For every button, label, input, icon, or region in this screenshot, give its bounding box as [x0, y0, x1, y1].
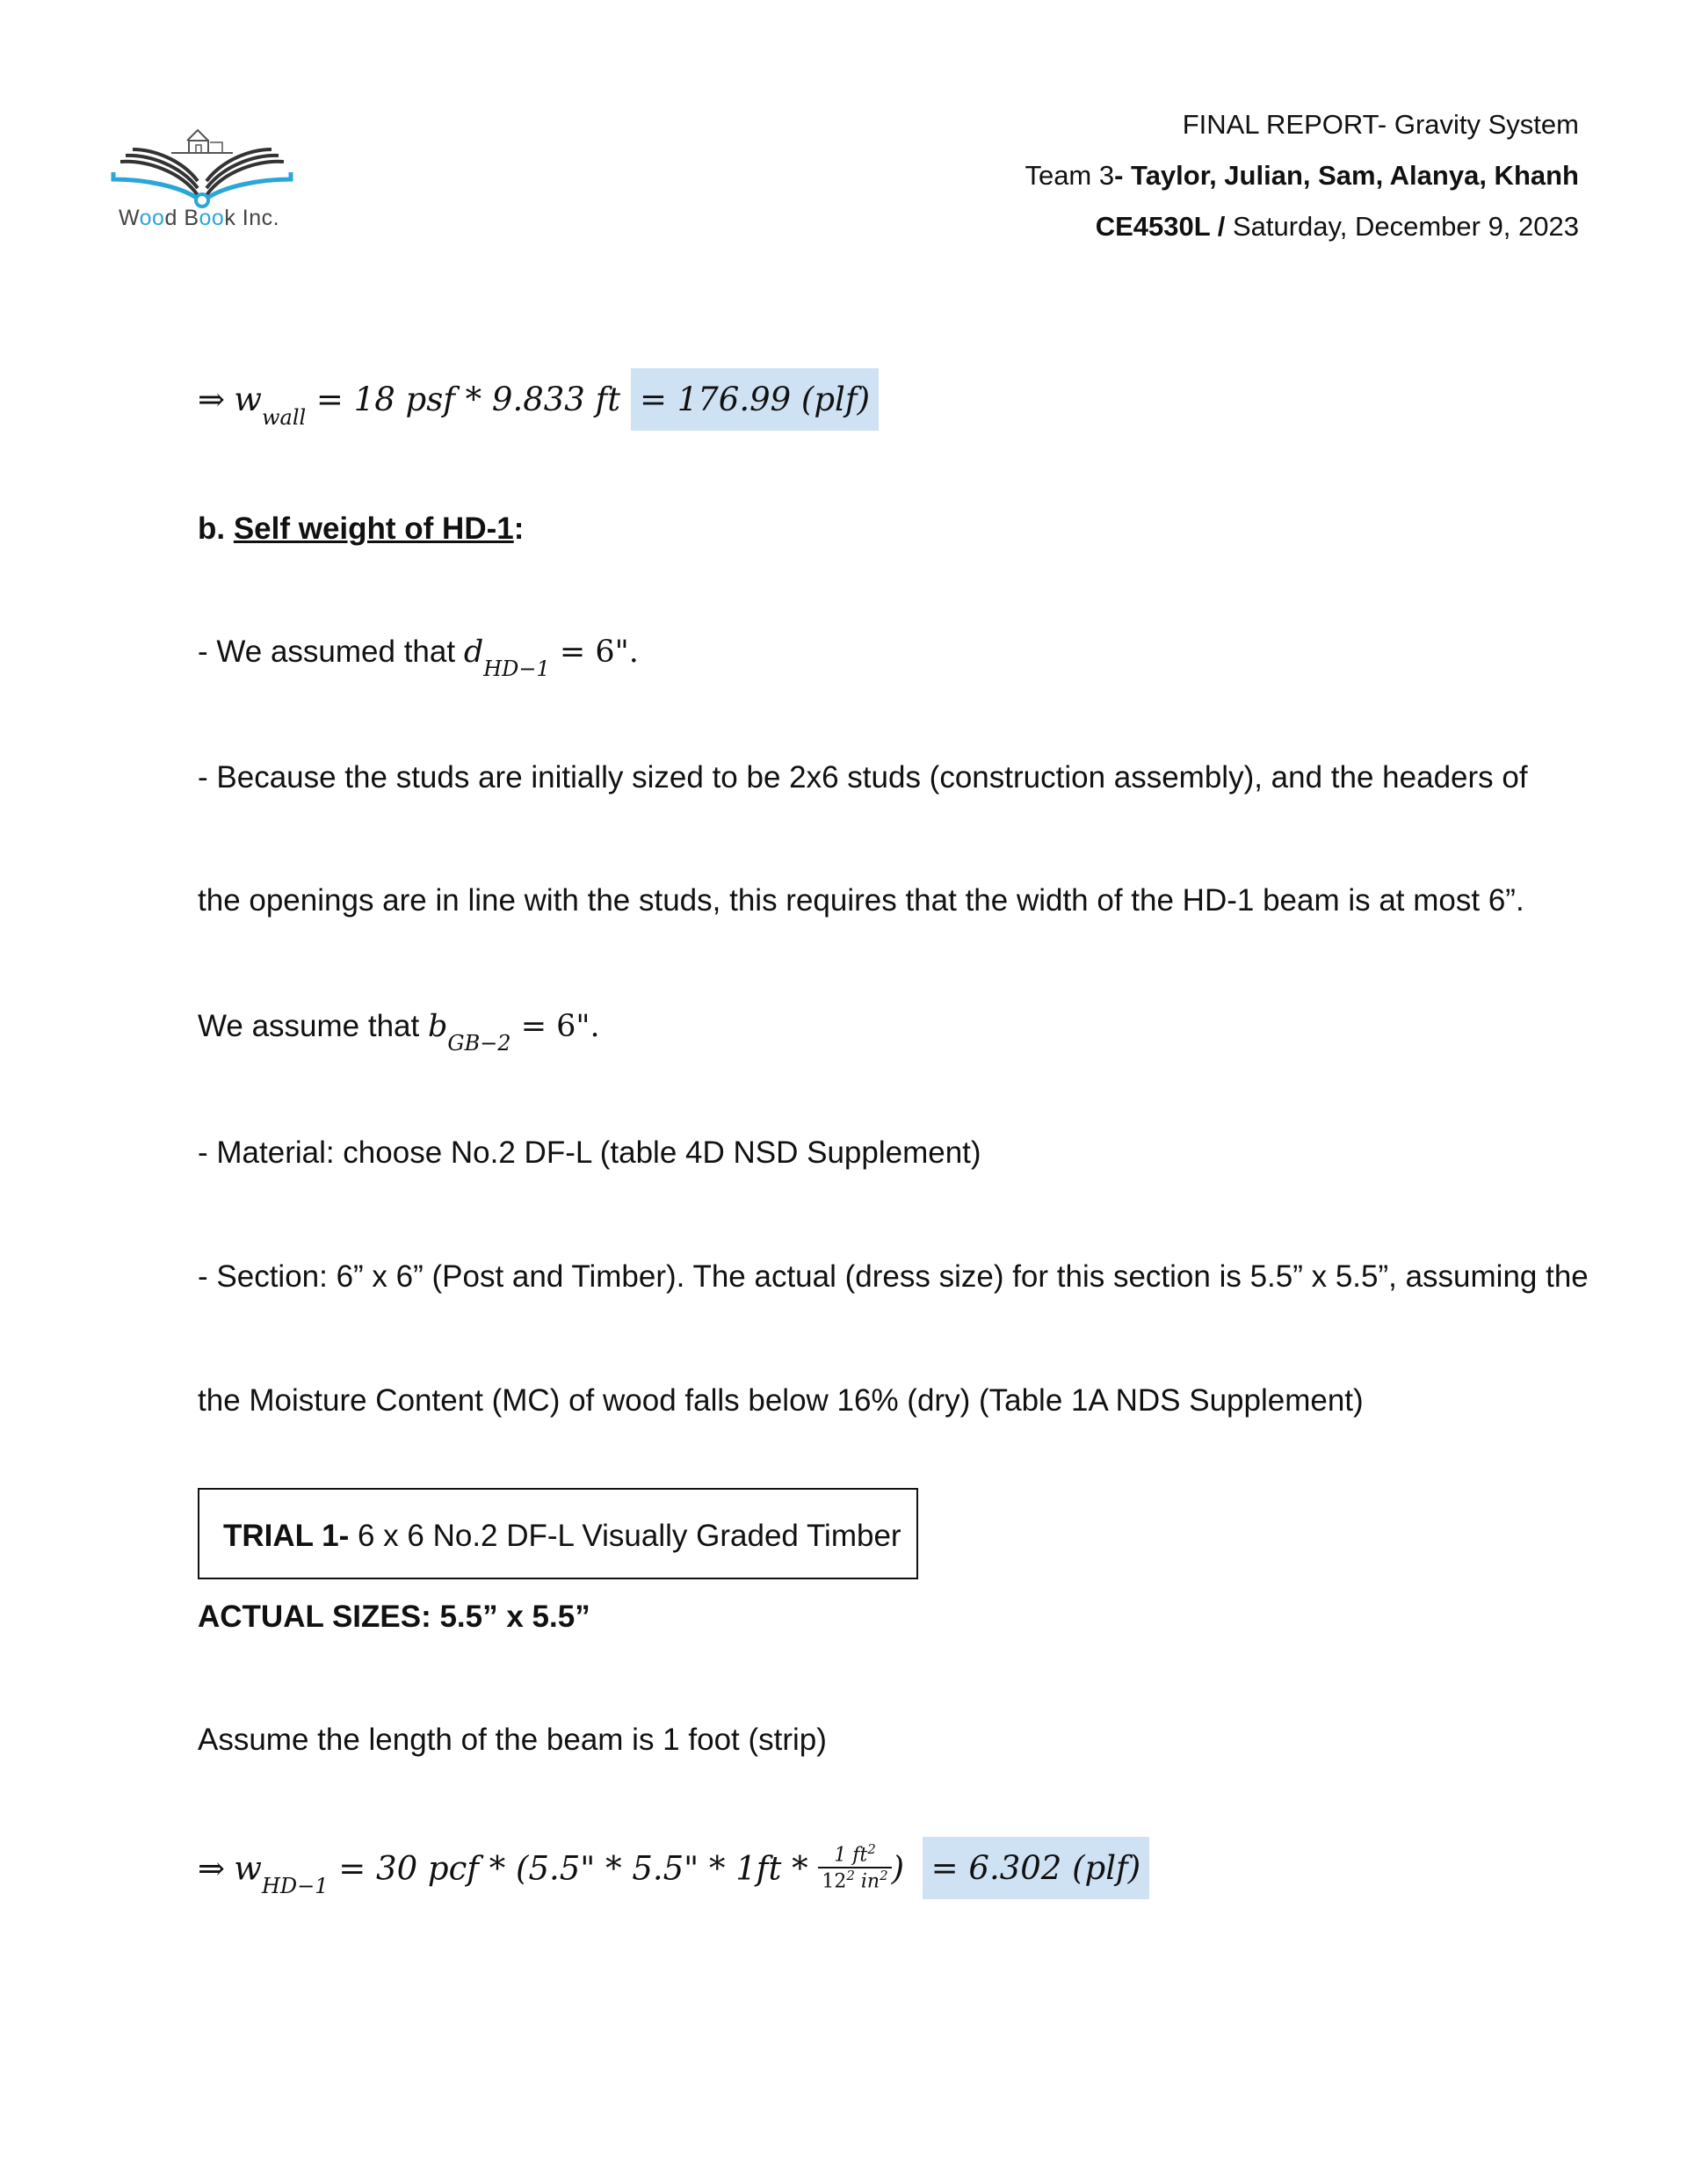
- material-line: - Material: choose No.2 DF-L (table 4D NSD Supplement): [198, 1136, 981, 1170]
- depth-assumption: - We assumed that $d_{HD-1} = 6$".: [198, 635, 639, 681]
- beam-length-assumption: Assume the length of the beam is 1 foot (strip): [198, 1723, 827, 1757]
- report-title: FINAL REPORT- Gravity System: [1182, 109, 1579, 140]
- logo-text: Wood Book Inc.: [119, 206, 280, 230]
- team-line: Team 3- Taylor, Julian, Sam, Alanya, Khanh: [1025, 160, 1579, 191]
- moisture-line: the Moisture Content (MC) of wood falls below 16% (dry) (Table 1A NDS Supplement): [198, 1383, 1364, 1418]
- unit-conversion-fraction: $\frac{1 ft^2}{12^2 in^2}$: [818, 1842, 891, 1892]
- section-line: - Section: 6” x 6” (Post and Timber). The actual (dress size) for this section is 5.5” x 5.5”, assuming the: [198, 1259, 1589, 1294]
- section-heading: b. Self weight of HD-1:: [198, 512, 525, 546]
- wall-load-result: = 176.99 (plf): [631, 368, 879, 431]
- course-date-line: CE4530L / Saturday, December 9, 2023: [1095, 211, 1579, 242]
- paragraph-openings: the openings are in line with the studs, this requires that the width of the HD-1 beam is at most 6”.: [198, 883, 1524, 918]
- wall-load-equation: ⇒ $w_{wall} = 18$ psf * 9.833 ft = 176.99 (plf): [198, 381, 879, 418]
- trial-label: TRIAL 1- 6 x 6 No.2 DF-L Visually Graded Timber: [223, 1519, 901, 1553]
- actual-sizes-heading: ACTUAL SIZES: 5.5” x 5.5”: [198, 1600, 590, 1634]
- paragraph-studs: - Because the studs are initially sized to be 2x6 studs (construction assembly), and the headers of: [198, 760, 1528, 795]
- self-weight-equation: ⇒ $w_{HD-1} = 30$ pcf * (5.5" * 5.5" * 1ft * $\frac{1 ft^2}{12^2 in^2}$ ) = 6.302 (plf): [198, 1846, 1149, 1896]
- open-book-house-icon: [110, 107, 294, 213]
- self-weight-result: = 6.302 (plf): [923, 1837, 1150, 1899]
- width-assumption: We assume that $b_{GB-2} = 6$".: [198, 1009, 600, 1056]
